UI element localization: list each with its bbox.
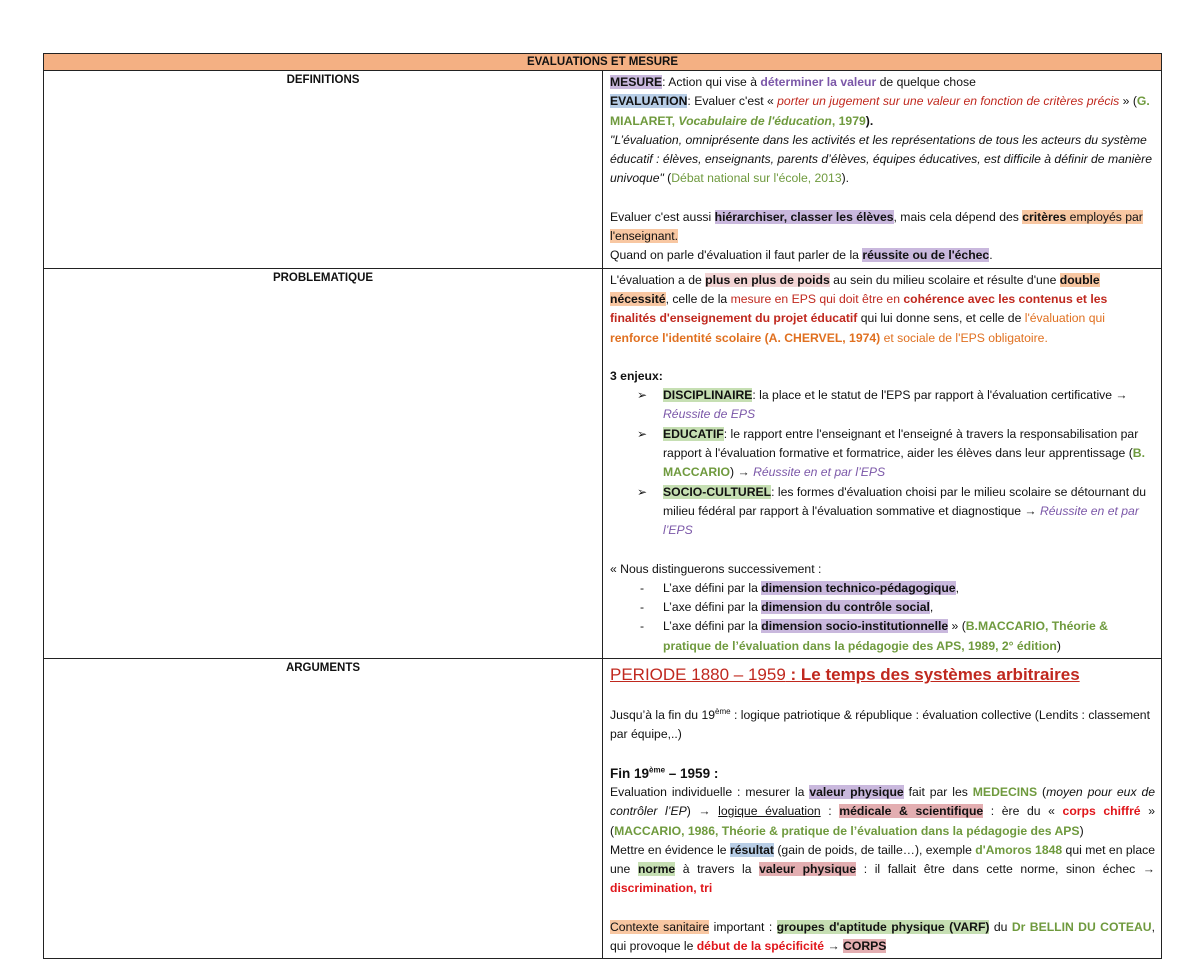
contexte-line: Contexte sanitaire important : groupes d'aptitude physique (VARF) du Dr BELLIN DU COTEAU, qui provoque le début de la spécificité → CORPS xyxy=(610,919,1155,953)
mesure-line: MESURE: Action qui vise à déterminer la valeur de quelque chose xyxy=(610,75,976,89)
evaluation-term: EVALUATION xyxy=(610,94,688,109)
arguments-content xyxy=(603,659,1162,959)
list-item: ➢ DISCIPLINAIRE: la place et le statut de l'EPS par rapport à l'évaluation certificative → Réussite de EPS xyxy=(637,388,1128,422)
mesure-term: MESURE xyxy=(610,75,663,89)
list-item: ➢ SOCIO-CULTUREL: les formes d'évaluation choisi par le milieu scolaire se détournant du milieu fédéral par rapport à l'évaluation sommative et diagnostique → Réussite en et par l’EPS xyxy=(637,484,1147,538)
evaluation-table xyxy=(43,53,1162,959)
list-item: ➢ EDUCATIF: le rapport entre l'enseignant et l'enseigné à travers la responsabilisation par rapport à l'évaluation formative et formatrice, aider les élèves dans leur apprentissage (B. MACCARIO) → Réussite en et par l’EPS xyxy=(637,426,1145,480)
reussite-line: Quand on parle d'évaluation il faut parler de la réussite ou de l'échec. xyxy=(610,248,993,263)
evaluation-line: EVALUATION: Evaluer c'est « porter un jugement sur une valeur en fonction de critères précis » (G. MIALARET, Vocabulaire de l'éducation, 1979). xyxy=(610,94,1150,128)
jusqua-line: Jusqu’à la fin du 19ème : logique patriotique & république : évaluation collective (Lendits : classement par équipe,..) xyxy=(610,706,1150,742)
document-page xyxy=(43,53,1162,959)
list-item: - L’axe défini par la dimension socio-institutionnelle » (B.MACCARIO, Théorie & pratique de l’évaluation dans la pédagogie des APS, 1989, 2° édition) xyxy=(640,619,1108,653)
enjeux-title: 3 enjeux: xyxy=(610,368,663,383)
arrow-bullet-icon: ➢ xyxy=(637,484,648,499)
definitions-content xyxy=(603,71,1162,269)
quote-reference: Débat national sur l'école, 2013 xyxy=(671,171,842,186)
mettre-paragraph: Mettre en évidence le résultat (gain de poids, de taille…), exemple d'Amoros 1848 qui met en place une norme à travers la valeur physique : il fallait être dans cette norme, sinon échec → discrimination, tri xyxy=(610,842,1156,896)
period-heading: PERIODE 1880 – 1959 : Le temps des systèmes arbitraires xyxy=(610,665,1080,685)
fin-heading: Fin 19ème – 1959 : xyxy=(610,765,719,781)
row-arguments xyxy=(44,659,1162,959)
quote-paragraph: "L’évaluation, omniprésente dans les activités et les représentations de tous les acteurs du système éducatif : élèves, enseignants, parents d’élèves, équipes éducatives, est difficile à définir de manière univoque" (Débat national sur l'école, 2013). xyxy=(610,132,1152,186)
individuelle-paragraph: Evaluation individuelle : mesurer la valeur physique fait par les MEDECINS (moyen pour eux de contrôler l’EP) → logique évaluation : médicale & scientifique : ère du « corps chiffré » (MACCARIO, 1986, Théorie & pratique de l’évaluation dans la pédagogie des APS) xyxy=(610,784,1156,838)
row-definitions xyxy=(44,71,1162,269)
problematique-paragraph: L'évaluation a de plus en plus de poids au sein du milieu scolaire et résulte d'une double nécessité, celle de la mesure en EPS qui doit être en cohérence avec les contenus et les finalités d'enseignement du projet éducatif qui lui donne sens, et celle de l'évaluation qui renforce l'identité scolaire (A. CHERVEL, 1974) et sociale de l'EPS obligatoire. xyxy=(610,272,1108,345)
table-title: EVALUATIONS ET MESURE xyxy=(44,54,1162,71)
row-label-arguments: ARGUMENTS xyxy=(44,659,603,959)
list-item: - L’axe défini par la dimension technico-pédagogique, xyxy=(640,580,959,595)
mesure-highlight: déterminer la valeur xyxy=(760,75,877,89)
hierarchiser-line: Evaluer c'est aussi hiérarchiser, classer les élèves, mais cela dépend des critères employés par l'enseignant. xyxy=(610,209,1143,244)
row-problematique xyxy=(44,268,1162,658)
distinguer-intro: « Nous distinguerons successivement : xyxy=(610,561,822,576)
arrow-bullet-icon: ➢ xyxy=(637,426,648,441)
table-title-row xyxy=(44,54,1162,71)
arrow-bullet-icon: ➢ xyxy=(637,388,648,403)
problematique-content xyxy=(603,268,1162,658)
row-label-problematique: PROBLEMATIQUE xyxy=(44,268,603,658)
row-label-definitions: DEFINITIONS xyxy=(44,71,603,269)
list-item: - L’axe défini par la dimension du contrôle social, xyxy=(640,600,934,615)
